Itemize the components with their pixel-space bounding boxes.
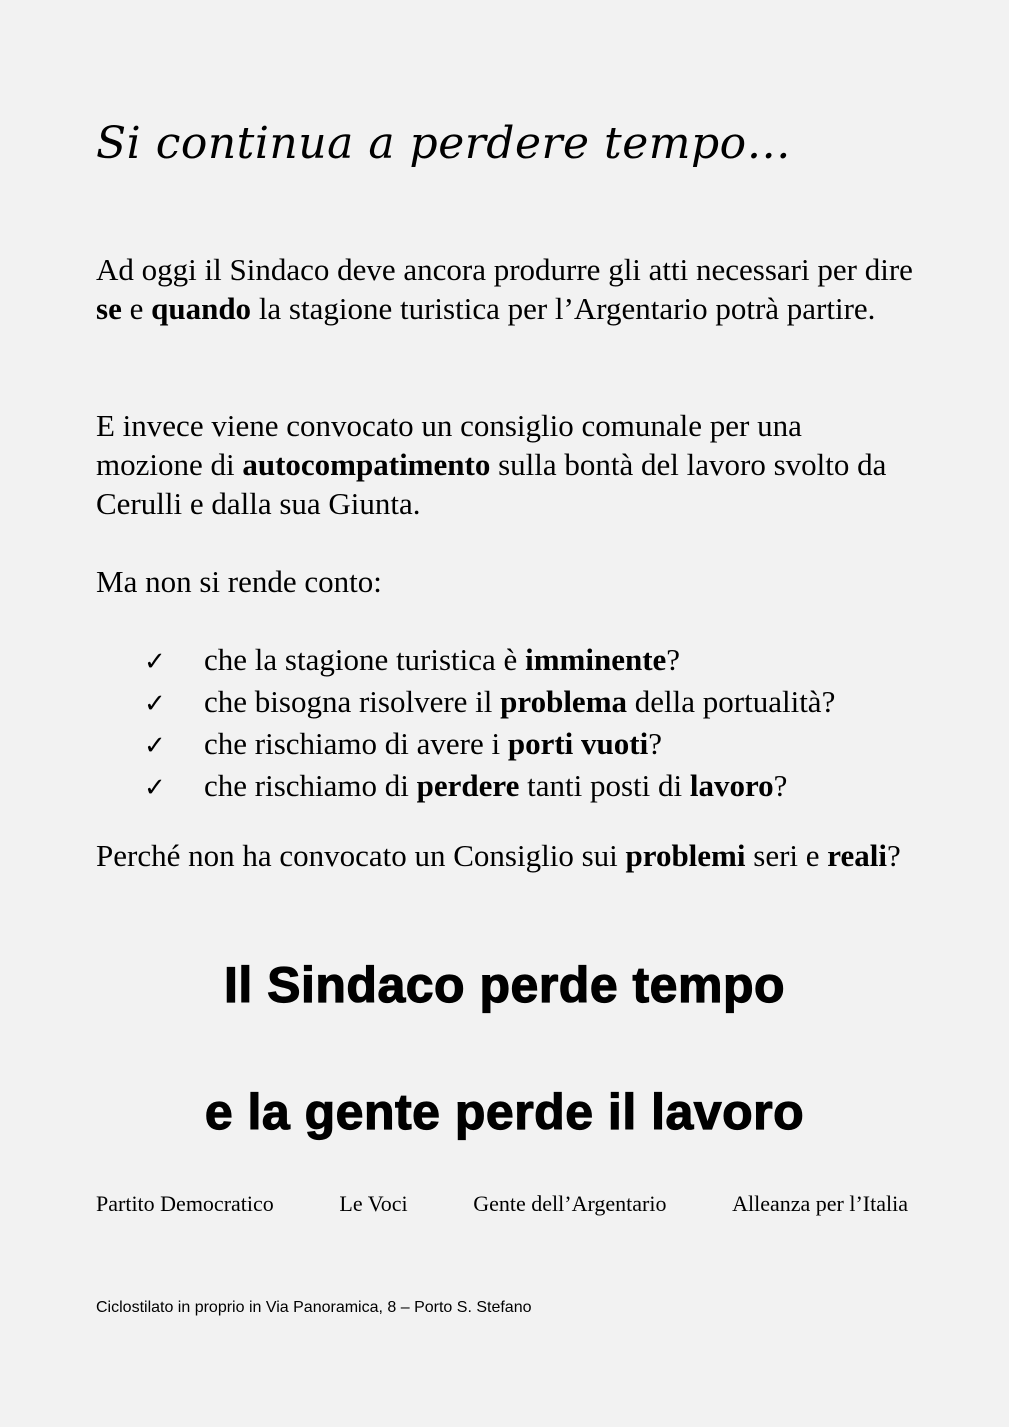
checklist-item <box>144 766 944 808</box>
text-span: sulla bontà del lavoro svolto da Cerulli e dalla sua Giunta. <box>96 447 887 521</box>
text-span: ? <box>886 838 901 873</box>
emphasis-porti-vuoti: porti vuoti <box>507 726 649 761</box>
emphasis-autocompatimento: autocompatimento <box>242 447 491 482</box>
checklist-text: che rischiamo di avere i porti vuoti? <box>204 726 662 761</box>
text-span: la stagione turistica per l’Argentario potrà partire. <box>251 291 876 326</box>
text-span: e <box>121 291 152 326</box>
signatory-alleanza-italia: Alleanza per l’Italia <box>732 1191 908 1216</box>
print-footer: Ciclostilato in proprio in Via Panoramica, 8 – Porto S. Stefano <box>96 1299 532 1316</box>
emphasis-perdere: perdere <box>416 768 520 803</box>
checklist-item <box>144 682 944 724</box>
checkmark-icon: ✓ <box>144 773 166 803</box>
headline-line-1: Il Sindaco perde tempo <box>223 957 786 1013</box>
checklist-text: che rischiamo di perdere tanti posti di lavoro? <box>204 768 788 803</box>
emphasis-reali: reali <box>827 838 887 873</box>
signatory-gente-argentario: Gente dell’Argentario <box>473 1191 667 1216</box>
emphasis-lavoro: lavoro <box>689 768 774 803</box>
question-checklist <box>144 640 944 808</box>
paragraph-perche <box>96 836 916 875</box>
headline-line-2: e la gente perde il lavoro <box>204 1084 805 1140</box>
emphasis-problema: problema <box>500 684 628 719</box>
checkmark-icon: ✓ <box>144 689 166 719</box>
text-span: Perché non ha convocato un Consiglio sui <box>96 838 626 873</box>
signatories-row <box>96 1190 908 1218</box>
checklist-text: che bisogna risolvere il problema della portualità? <box>204 684 836 719</box>
emphasis-se: se <box>96 291 122 326</box>
paragraph-atti-necessari <box>96 250 916 328</box>
checkmark-icon: ✓ <box>144 731 166 761</box>
checklist-item <box>144 640 944 682</box>
paragraph-non-si-rende-conto <box>96 562 916 601</box>
text-span: Ma non si rende conto: <box>96 564 382 599</box>
text-span: Ad oggi il Sindaco deve ancora produrre gli atti necessari per dire <box>96 252 913 287</box>
paragraph-consiglio-comunale <box>96 406 916 523</box>
emphasis-imminente: imminente <box>525 642 667 677</box>
signatory-partito-democratico: Partito Democratico <box>96 1191 274 1216</box>
signatory-le-voci: Le Voci <box>339 1191 408 1216</box>
checkmark-icon: ✓ <box>144 647 166 677</box>
text-span: seri e <box>745 838 828 873</box>
text-span: E invece viene convocato un consiglio comunale per una mozione di <box>96 408 802 482</box>
checklist-item <box>144 724 944 766</box>
emphasis-quando: quando <box>151 291 252 326</box>
checklist-text: che la stagione turistica è imminente? <box>204 642 681 677</box>
emphasis-problemi: problemi <box>625 838 746 873</box>
flyer-title: Si continua a perdere tempo… <box>96 118 792 169</box>
